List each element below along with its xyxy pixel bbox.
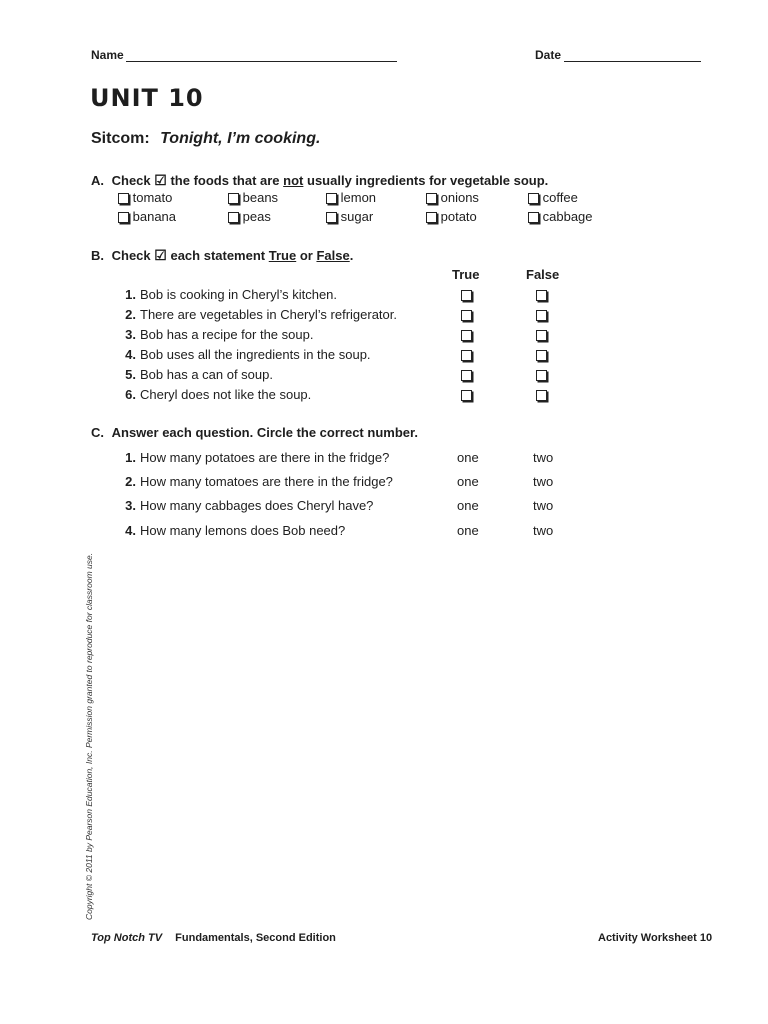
food-label: cabbage <box>542 209 593 224</box>
checkbox-checked-icon: ☑ <box>154 247 167 263</box>
food-item[interactable] <box>528 190 578 205</box>
date-label: Date <box>535 48 562 62</box>
true-checkbox[interactable] <box>461 390 472 401</box>
food-item[interactable] <box>528 209 593 224</box>
section-a-letter: A. <box>91 173 104 188</box>
question-text: How many potatoes are there in the fridge? <box>140 450 390 465</box>
statement-row <box>118 287 337 302</box>
section-a-check-word: Check <box>111 173 151 188</box>
false-checkbox[interactable] <box>536 290 547 301</box>
option-two[interactable]: two <box>533 474 554 489</box>
food-label: tomato <box>132 190 173 205</box>
copyright-notice: Copyright © 2011 by Pearson Education, Inc. Permission granted to reproduce for classroom use. <box>84 552 94 920</box>
option-two[interactable]: two <box>533 523 554 538</box>
false-checkbox[interactable] <box>536 350 547 361</box>
question-row <box>118 450 389 465</box>
section-b-check-word: Check <box>111 248 151 263</box>
question-text: How many lemons does Bob need? <box>140 523 346 538</box>
question-text: How many cabbages does Cheryl have? <box>140 498 374 513</box>
checkbox[interactable] <box>326 212 337 223</box>
section-b-mid-text: each statement <box>170 248 266 263</box>
checkbox[interactable] <box>118 193 129 204</box>
food-label: peas <box>242 209 271 224</box>
food-label: onions <box>440 190 479 205</box>
checkbox[interactable] <box>228 212 239 223</box>
section-c-instruction <box>91 425 418 440</box>
food-item[interactable] <box>426 190 479 205</box>
checkbox[interactable] <box>528 212 539 223</box>
statement-text: Bob uses all the ingredients in the soup. <box>140 347 371 362</box>
series-title: Top Notch TV <box>91 932 163 944</box>
statement-text: Cheryl does not like the soup. <box>140 387 312 402</box>
false-word: False <box>316 248 350 263</box>
false-checkbox[interactable] <box>536 330 547 341</box>
false-checkbox[interactable] <box>536 370 547 381</box>
sitcom-label: Sitcom: <box>91 130 150 147</box>
true-checkbox[interactable] <box>461 310 472 321</box>
option-one[interactable]: one <box>457 523 479 538</box>
true-checkbox[interactable] <box>461 370 472 381</box>
statement-text: There are vegetables in Cheryl’s refrigerator. <box>140 307 397 322</box>
statement-row <box>118 327 313 342</box>
checkbox[interactable] <box>228 193 239 204</box>
section-a-mid-text: the foods that are <box>170 173 280 188</box>
food-label: potato <box>440 209 477 224</box>
food-item[interactable] <box>228 190 278 205</box>
edition-title: Fundamentals, Second Edition <box>175 932 336 944</box>
footer-left <box>91 932 336 944</box>
statement-number: 4. <box>125 347 136 362</box>
question-number: 1. <box>125 450 136 465</box>
statement-number: 5. <box>125 367 136 382</box>
checkbox[interactable] <box>118 212 129 223</box>
period: . <box>349 248 354 263</box>
food-item[interactable] <box>118 190 172 205</box>
food-label: sugar <box>340 209 374 224</box>
food-label: beans <box>242 190 279 205</box>
checkbox[interactable] <box>326 193 337 204</box>
statement-number: 3. <box>125 327 136 342</box>
statement-number: 6. <box>125 387 136 402</box>
section-b-instruction <box>91 247 353 264</box>
food-label: banana <box>132 209 177 224</box>
section-c-text: Answer each question. Circle the correct number. <box>111 425 418 440</box>
checkbox-checked-icon: ☑ <box>154 172 167 188</box>
option-two[interactable]: two <box>533 450 554 465</box>
question-row <box>118 523 345 538</box>
statement-text: Bob has a can of soup. <box>140 367 273 382</box>
statement-row <box>118 347 371 362</box>
section-a-emphasis: not <box>283 173 304 188</box>
question-number: 2. <box>125 474 136 489</box>
question-row <box>118 498 373 513</box>
false-column-header: False <box>526 267 560 282</box>
statement-text: Bob is cooking in Cheryl’s kitchen. <box>140 287 338 302</box>
checkbox[interactable] <box>528 193 539 204</box>
statement-text: Bob has a recipe for the soup. <box>140 327 314 342</box>
date-field[interactable] <box>564 47 701 62</box>
statement-list <box>118 287 718 417</box>
section-a-instruction <box>91 172 548 189</box>
true-word: True <box>268 248 297 263</box>
false-checkbox[interactable] <box>536 390 547 401</box>
sitcom-episode-title: Tonight, I’m cooking. <box>160 130 321 147</box>
page-title: UNIT 10 <box>90 84 204 112</box>
food-label: lemon <box>340 190 377 205</box>
or-word: or <box>299 248 313 263</box>
true-column-header: True <box>452 267 480 282</box>
food-item[interactable] <box>118 209 176 224</box>
true-checkbox[interactable] <box>461 350 472 361</box>
false-checkbox[interactable] <box>536 310 547 321</box>
option-one[interactable]: one <box>457 450 479 465</box>
name-field[interactable] <box>126 47 397 62</box>
food-item[interactable] <box>326 209 373 224</box>
statement-row <box>118 387 311 402</box>
statement-number: 2. <box>125 307 136 322</box>
true-checkbox[interactable] <box>461 330 472 341</box>
worksheet-label: Activity Worksheet 10 <box>598 932 713 944</box>
section-a-post-text: usually ingredients for vegetable soup. <box>307 173 549 188</box>
option-one[interactable]: one <box>457 498 479 513</box>
checkbox[interactable] <box>426 212 437 223</box>
option-two[interactable]: two <box>533 498 554 513</box>
question-number: 3. <box>125 498 136 513</box>
food-label: coffee <box>542 190 578 205</box>
question-list <box>118 450 638 550</box>
food-item[interactable] <box>228 209 271 224</box>
option-one[interactable]: one <box>457 474 479 489</box>
true-checkbox[interactable] <box>461 290 472 301</box>
section-c-letter: C. <box>91 425 104 440</box>
statement-row <box>118 307 397 322</box>
question-number: 4. <box>125 523 136 538</box>
name-label: Name <box>91 48 124 62</box>
question-row <box>118 474 393 489</box>
checkbox[interactable] <box>426 193 437 204</box>
food-item[interactable] <box>426 209 477 224</box>
sitcom-heading <box>91 130 320 148</box>
food-item[interactable] <box>326 190 376 205</box>
statement-row <box>118 367 273 382</box>
section-b-letter: B. <box>91 248 104 263</box>
question-text: How many tomatoes are there in the fridge? <box>140 474 393 489</box>
statement-number: 1. <box>125 287 136 302</box>
